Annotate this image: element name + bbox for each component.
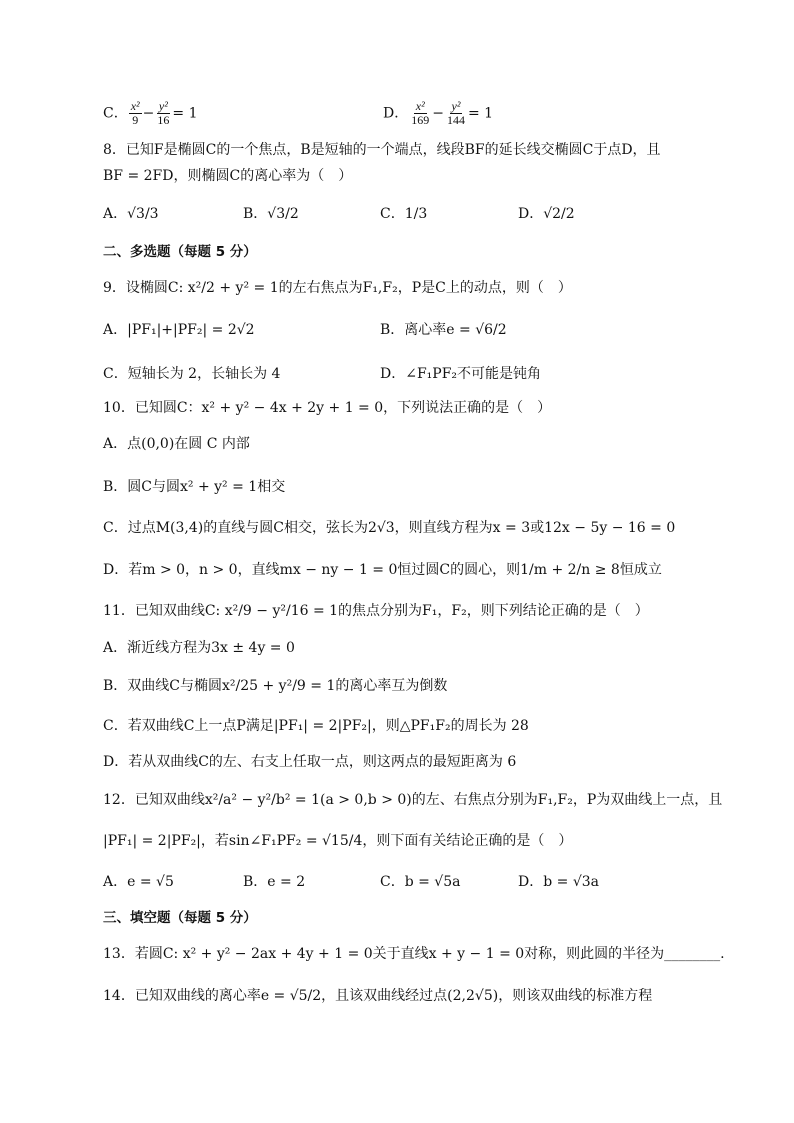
q8-stem-line1: 8．已知F是椭圆C的一个焦点，B是短轴的一个端点，线段BF的延长线交椭圆C于点D，且 [103,142,661,158]
q8-option-d: D．√2/2 [518,206,575,222]
fraction: $\frac{\text{x²}}{9}$ [130,99,140,127]
q7-option-d: D． $\frac{\text{x²}}{169}$ − $\frac{\text{y²}}{144}$ = 1 [383,99,494,127]
q7-option-c: C． $\frac{\text{x²}}{9}$ − $\frac{\text{y²}}{16}$ = 1 [103,99,198,127]
q14-stem: 14．已知双曲线的离心率e = √5/2，且该双曲线经过点(2,2√5)，则该双曲线的标准方程 [103,988,653,1004]
q9-option-d: D．∠F₁PF₂不可能是钝角 [380,366,542,382]
section-heading-multi-choice: 二、多选题（每题 5 分） [103,244,257,260]
q11-stem: 11．已知双曲线C: x²/9 − y²/16 = 1的焦点分别为F₁，F₂，则下列结论正确的是（ ） [103,603,649,619]
q12-stem-line1: 12．已知双曲线x²/a² − y²/b² = 1(a > 0,b > 0)的左、右焦点分别为F₁,F₂，P为双曲线上一点，且 [103,792,723,808]
q12-option-c: C．b = √5a [380,874,461,890]
q10-option-b: B．圆C与圆x² + y² = 1相交 [103,479,286,495]
fraction: $\frac{\text{x²}}{169}$ [411,99,430,127]
q11-option-b: B．双曲线C与椭圆x²/25 + y²/9 = 1的离心率互为倒数 [103,678,448,694]
q11-option-a: A．渐近线方程为3x ± 4y = 0 [103,640,295,656]
q11-option-c: C．若双曲线C上一点P满足|PF₁| = 2|PF₂|，则△PF₁F₂的周长为 28 [103,718,529,734]
q12-option-b: B．e = 2 [243,874,306,890]
q10-option-a: A．点(0,0)在圆 C 内部 [103,436,250,452]
q8-stem-line2: BF = 2FD，则椭圆C的离心率为（ ） [103,168,353,184]
q8-option-c: C．1/3 [380,206,428,222]
section-heading-fill-blank: 三、填空题（每题 5 分） [103,910,257,926]
q9-stem: 9．设椭圆C: x²/2 + y² = 1的左右焦点为F₁,F₂，P是C上的动点，则（ ） [103,280,572,296]
q11-option-d: D．若从双曲线C的左、右支上任取一点，则这两点的最短距离为 6 [103,754,517,770]
q10-option-c: C．过点M(3,4)的直线与圆C相交，弦长为2√3，则直线方程为x = 3或12x − 5y − 16 = 0 [103,520,676,536]
q12-option-d: D．b = √3a [518,874,599,890]
q9-option-b: B．离心率e = √6/2 [380,322,507,338]
q12-stem-line2: |PF₁| = 2|PF₂|，若sin∠F₁PF₂ = √15/4，则下面有关结论正确的是（ ） [103,833,573,849]
q10-option-d: D．若m > 0，n > 0，直线mx − ny − 1 = 0恒过圆C的圆心，则1/m + 2/n ≥ 8恒成立 [103,562,662,578]
q7-option-c-text: C． [103,105,128,122]
q12-option-a: A．e = √5 [103,874,174,890]
q13-stem: 13．若圆C: x² + y² − 2ax + 4y + 1 = 0关于直线x + y − 1 = 0对称，则此圆的半径为________. [103,946,725,962]
q8-option-a: A．√3/3 [103,206,159,222]
q10-stem: 10．已知圆C：x² + y² − 4x + 2y + 1 = 0，下列说法正确的是（ ） [103,400,552,416]
q7-option-d-text: D． [383,105,409,122]
q9-option-a: A．|PF₁|+|PF₂| = 2√2 [103,322,255,338]
q8-option-b: B．√3/2 [243,206,299,222]
q9-option-c: C．短轴长为 2，长轴长为 4 [103,366,281,382]
fraction: $\frac{\text{y²}}{16}$ [157,99,170,127]
fraction: $\frac{\text{y²}}{144}$ [446,99,465,127]
